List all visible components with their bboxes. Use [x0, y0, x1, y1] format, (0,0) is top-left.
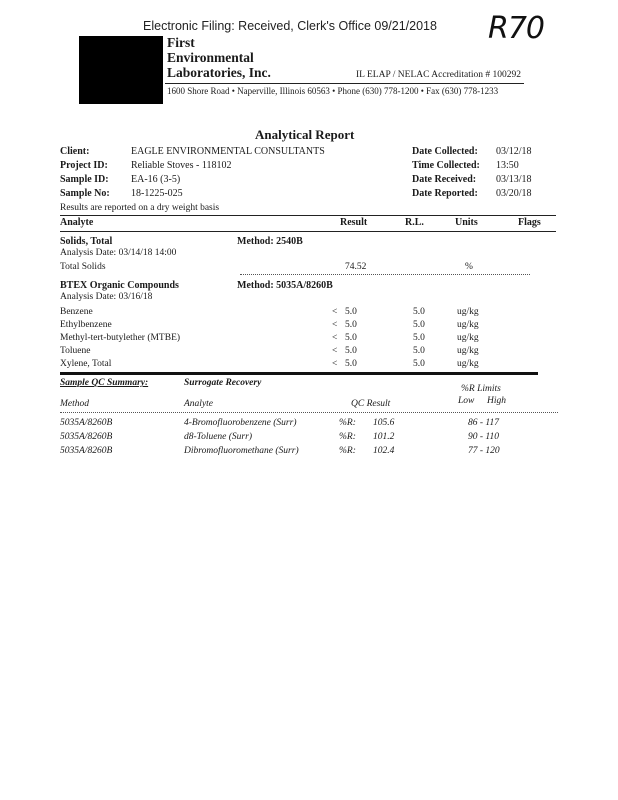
sample-no-label: Sample No: — [60, 188, 110, 199]
btex-row-rl: 5.0 — [413, 307, 425, 317]
sample-no-value: 18-1225-025 — [131, 188, 183, 199]
col-analyte: Analyte — [60, 217, 94, 228]
btex-analysis-date: Analysis Date: 03/16/18 — [60, 292, 153, 302]
btex-row-result: 5.0 — [345, 359, 357, 369]
section-divider — [60, 372, 538, 375]
project-label: Project ID: — [60, 160, 108, 171]
sample-id-value: EA-16 (3-5) — [131, 174, 181, 185]
qc-header-rule — [60, 412, 558, 413]
qc-row-analyte: Dibromofluoromethane (Surr) — [184, 446, 299, 456]
lab-name-line3: Laboratories, Inc. — [167, 65, 271, 80]
date-received-value: 03/13/18 — [496, 174, 532, 185]
qc-row-analyte: 4-Bromofluorobenzene (Surr) — [184, 418, 297, 428]
qc-row-method: 5035A/8260B — [60, 432, 113, 442]
col-result: Result — [340, 217, 368, 228]
project-value: Reliable Stoves - 118102 — [131, 160, 232, 171]
date-received-label: Date Received: — [412, 174, 477, 185]
qc-row-limits: 86 - 117 — [468, 418, 499, 428]
qc-col-method: Method — [60, 399, 90, 409]
solids-section-title: Solids, Total — [60, 236, 113, 247]
total-solids-result: 74.52 — [345, 262, 367, 272]
qc-row-limits: 77 - 120 — [468, 446, 500, 456]
btex-row-units: ug/kg — [457, 346, 479, 356]
handwritten-page-mark: R70 — [488, 11, 545, 46]
date-collected-label: Date Collected: — [412, 146, 478, 157]
col-units: Units — [455, 217, 478, 228]
solids-dotted-rule — [240, 274, 530, 275]
btex-section-title: BTEX Organic Compounds — [60, 280, 179, 291]
btex-row-analyte: Ethylbenzene — [60, 320, 112, 330]
qc-row-prefix: %R: — [339, 432, 356, 442]
qc-col-low: Low — [458, 396, 475, 406]
qc-col-analyte: Analyte — [184, 399, 214, 409]
btex-row-rl: 5.0 — [413, 320, 425, 330]
sample-id-label: Sample ID: — [60, 174, 109, 185]
letterhead-rule — [165, 83, 524, 84]
btex-row-units: ug/kg — [457, 333, 479, 343]
date-reported-label: Date Reported: — [412, 188, 478, 199]
client-value: EAGLE ENVIRONMENTAL CONSULTANTS — [131, 146, 325, 157]
client-label: Client: — [60, 146, 90, 157]
solids-analysis-date: Analysis Date: 03/14/18 14:00 — [60, 248, 177, 258]
qc-col-result: QC Result — [351, 399, 391, 409]
qc-col-high: High — [487, 396, 506, 406]
col-rl: R.L. — [405, 217, 424, 228]
limits-label: %R Limits — [461, 384, 501, 394]
btex-row-qualifier: < — [332, 320, 338, 330]
btex-row-qualifier: < — [332, 333, 338, 343]
lab-name — [167, 35, 271, 80]
solids-method: Method: 2540B — [237, 236, 303, 247]
btex-row-result: 5.0 — [345, 307, 357, 317]
time-collected-label: Time Collected: — [412, 160, 480, 171]
qc-row-result: 102.4 — [373, 446, 395, 456]
lab-name-line1: First — [167, 35, 195, 50]
qc-row-result: 101.2 — [373, 432, 395, 442]
basis-note: Results are reported on a dry weight basis — [60, 203, 220, 213]
header-bottom-rule — [60, 231, 556, 232]
lab-address: 1600 Shore Road • Naperville, Illinois 60563 • Phone (630) 778-1200 • Fax (630) 778-1233 — [167, 86, 499, 96]
btex-method: Method: 5035A/8260B — [237, 280, 333, 291]
btex-row-rl: 5.0 — [413, 333, 425, 343]
qc-row-prefix: %R: — [339, 446, 356, 456]
qc-summary-label: Sample QC Summary: — [60, 378, 149, 388]
header-top-rule — [60, 215, 556, 216]
qc-row-method: 5035A/8260B — [60, 446, 113, 456]
lab-name-line2: Environmental — [167, 50, 254, 65]
btex-row-units: ug/kg — [457, 307, 479, 317]
btex-row-units: ug/kg — [457, 359, 479, 369]
btex-row-rl: 5.0 — [413, 346, 425, 356]
btex-row-result: 5.0 — [345, 333, 357, 343]
qc-row-method: 5035A/8260B — [60, 418, 113, 428]
surrogate-recovery-label: Surrogate Recovery — [184, 378, 262, 388]
time-collected-value: 13:50 — [496, 160, 519, 171]
qc-row-analyte: d8-Toluene (Surr) — [184, 432, 252, 442]
btex-row-analyte: Methyl-tert-butylether (MTBE) — [60, 333, 181, 343]
btex-row-units: ug/kg — [457, 320, 479, 330]
btex-row-result: 5.0 — [345, 346, 357, 356]
accreditation-number: IL ELAP / NELAC Accreditation # 100292 — [356, 70, 521, 80]
total-solids-units: % — [465, 262, 473, 272]
date-collected-value: 03/12/18 — [496, 146, 532, 157]
btex-row-rl: 5.0 — [413, 359, 425, 369]
electronic-filing-stamp: Electronic Filing: Received, Clerk's Office 09/21/2018 — [143, 19, 437, 33]
btex-row-analyte: Toluene — [60, 346, 91, 356]
lab-logo — [79, 36, 163, 104]
qc-row-result: 105.6 — [373, 418, 395, 428]
btex-row-qualifier: < — [332, 307, 338, 317]
qc-row-limits: 90 - 110 — [468, 432, 499, 442]
col-flags: Flags — [518, 217, 541, 228]
total-solids-analyte: Total Solids — [60, 262, 106, 272]
btex-row-qualifier: < — [332, 359, 338, 369]
report-title: Analytical Report — [255, 127, 355, 142]
btex-row-analyte: Benzene — [60, 307, 93, 317]
btex-row-qualifier: < — [332, 346, 338, 356]
btex-row-result: 5.0 — [345, 320, 357, 330]
btex-row-analyte: Xylene, Total — [60, 359, 112, 369]
date-reported-value: 03/20/18 — [496, 188, 532, 199]
qc-row-prefix: %R: — [339, 418, 356, 428]
